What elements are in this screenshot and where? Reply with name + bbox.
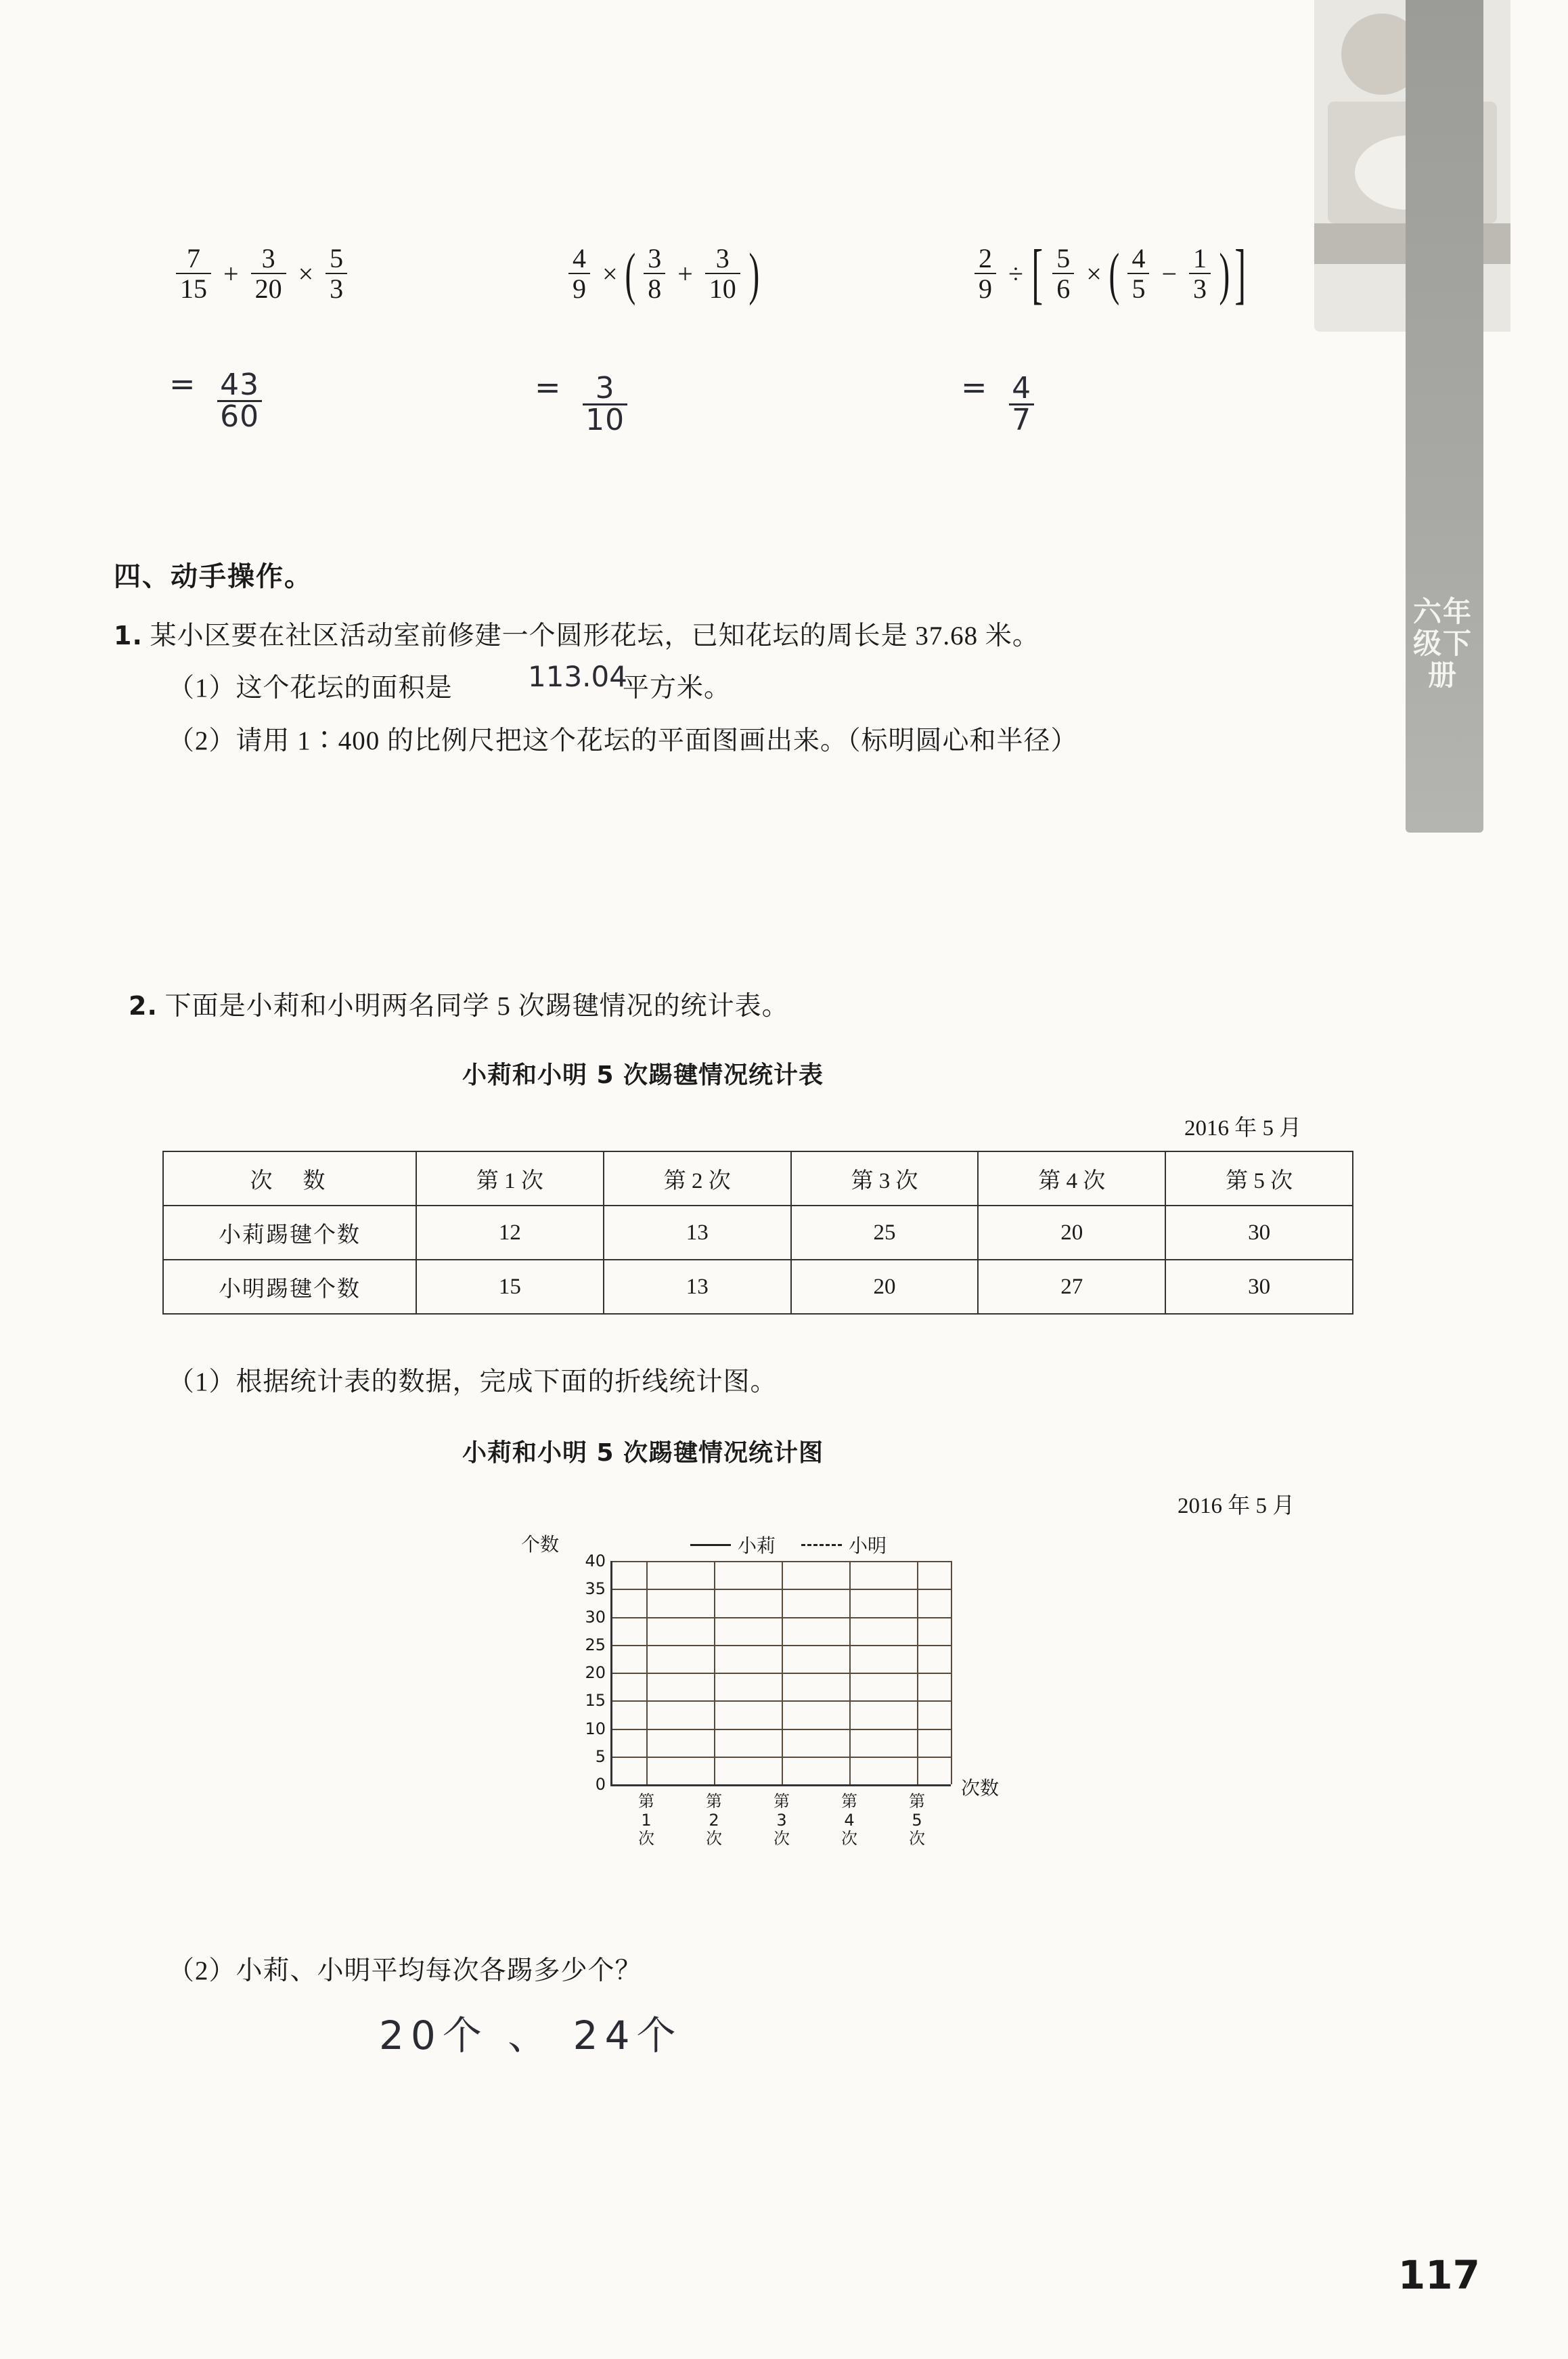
fraction-3-20: $\frac{3}{20}$ [251,244,286,303]
question-1-number: 1. [114,621,143,651]
handwritten-answer-q1: 113.04 [528,660,627,693]
table-header-cell: 第 2 次 [604,1151,791,1206]
answer-fraction-2: $\frac{3}{10}$ [583,374,627,435]
line-chart [521,1533,1042,1849]
operator-times: × [1086,258,1102,289]
question-1-sub-2: （2）请用 1∶400 的比例尺把这个花坛的平面图画出来。（标明圆心和半径） [168,726,1078,755]
table-cell: 27 [978,1260,1165,1314]
fraction-3-8: $\frac{3}{8}$ [644,244,665,303]
chart-y-tick: 30 [585,1607,606,1627]
paren-open: ( [1108,240,1120,306]
table-row [163,1206,1353,1260]
table-cell: 25 [791,1206,979,1260]
table-header-cell: 第 1 次 [416,1151,604,1206]
question-2-sub-2: （2）小莉、小明平均每次各踢多少个？ [168,1956,642,1985]
expression-3 [968,236,1249,311]
legend-solid-line-icon [690,1544,731,1546]
handwritten-answer-expr3 [961,369,1034,435]
fraction-4-5: $\frac{4}{5}$ [1127,244,1149,303]
operator-plus: + [677,258,693,289]
expression-2 [562,240,761,306]
operator-times: × [298,258,314,289]
table-title: 小莉和小明 5 次踢毽情况统计表 [462,1061,824,1089]
chart-x-tick: 第 4 次 [841,1792,857,1849]
table-cell: 30 [1165,1206,1353,1260]
fraction-4-9: $\frac{4}{9}$ [568,244,590,303]
question-1-sub-1 [168,667,731,705]
fraction-7-15: $\frac{7}{15}$ [176,244,211,303]
table-cell: 12 [416,1206,604,1260]
equals-sign: = [535,369,562,405]
expression-1 [169,244,354,303]
operator-plus: + [223,258,239,289]
chart-date: 2016 年 5 月 [1178,1494,1295,1518]
table-date: 2016 年 5 月 [1184,1116,1302,1141]
fraction-5-3: $\frac{5}{3}$ [326,244,347,303]
operator-minus: − [1161,258,1178,289]
legend-label: 小莉 [738,1535,776,1557]
paren-close: ) [748,240,759,306]
table-cell: 20 [978,1206,1165,1260]
chart-plot-area [585,1551,951,1849]
handwritten-answer-expr1 [169,366,262,432]
question-2 [129,985,789,1023]
chart-y-tick: 5 [595,1746,606,1766]
question-2-number: 2. [129,991,158,1021]
paren-open: ( [625,240,635,306]
table-header-cell: 第 3 次 [791,1151,979,1206]
table-cell: 13 [604,1260,791,1314]
question-1-sub-1-prefix: （1）这个花坛的面积是 [168,674,453,703]
chart-x-tick: 第 2 次 [706,1792,722,1849]
legend-label: 小明 [849,1535,887,1557]
chart-x-tick: 第 5 次 [909,1792,925,1849]
chart-y-tick: 15 [585,1691,606,1711]
legend-dashed-line-icon [801,1544,842,1546]
operator-times: × [602,258,618,289]
answer-fraction-3: $\frac{4}{7}$ [1009,374,1034,435]
operator-divide: ÷ [1008,258,1023,289]
table-header-cell: 次 数 [163,1151,416,1206]
chart-legend [690,1531,887,1558]
table-header-cell: 第 4 次 [978,1151,1165,1206]
chart-y-axis-label: 个数 [521,1533,560,1556]
chart-title: 小莉和小明 5 次踢毽情况统计图 [462,1439,824,1467]
question-1 [114,615,1039,653]
bracket-close: ] [1234,236,1246,311]
question-2-sub-1: （1）根据统计表的数据，完成下面的折线统计图。 [168,1367,778,1396]
fraction-5-6: $\frac{5}{6}$ [1052,244,1074,303]
equals-sign: = [961,369,988,405]
answer-fraction-1: $\frac{43}{60}$ [217,370,262,432]
table-cell: 13 [604,1206,791,1260]
table-row [163,1260,1353,1314]
chart-y-tick: 20 [585,1663,606,1682]
table-cell: 15 [416,1260,604,1314]
chart-x-tick: 第 3 次 [774,1792,790,1849]
section-title: 四、动手操作。 [114,561,313,592]
table-header-row [163,1151,1353,1206]
grade-side-tab [1406,0,1483,833]
chart-x-axis-label: 次数 [961,1777,1000,1799]
expression-row [0,230,1353,366]
grade-side-tab-label: 六年级下册 [1412,595,1473,692]
chart-y-tick: 0 [595,1775,606,1794]
fraction-2-9: $\frac{2}{9}$ [975,244,996,303]
page-number: 117 [1397,2252,1480,2298]
table-row-label: 小莉踢毽个数 [163,1206,416,1260]
table-row-label: 小明踢毽个数 [163,1260,416,1314]
question-2-text: 下面是小莉和小明两名同学 5 次踢毽情况的统计表。 [164,992,789,1021]
chart-y-tick: 35 [585,1579,606,1599]
table-header-cell: 第 5 次 [1165,1151,1353,1206]
chart-y-tick: 40 [585,1551,606,1570]
legend-item-xiaoming [801,1531,887,1558]
question-1-text: 某小区要在社区活动室前修建一个圆形花坛，已知花坛的周长是 37.68 米。 [150,621,1039,651]
fraction-3-10: $\frac{3}{10}$ [705,244,740,303]
bracket-open: [ [1031,236,1043,311]
question-1-sub-1-suffix: 平方米。 [623,674,732,703]
fraction-1-3: $\frac{1}{3}$ [1189,244,1211,303]
chart-y-tick: 10 [585,1719,606,1738]
equals-sign: = [169,366,196,402]
stats-table [162,1151,1353,1315]
handwritten-answer-expr2 [535,369,627,435]
chart-y-tick: 25 [585,1635,606,1654]
handwritten-answer-q2: 20个 、 24个 [379,2012,683,2058]
table-cell: 30 [1165,1260,1353,1314]
table-cell: 20 [791,1260,979,1314]
paren-close: ) [1219,240,1230,306]
chart-x-tick: 第 1 次 [638,1792,654,1849]
legend-item-xiaoli [690,1531,776,1558]
